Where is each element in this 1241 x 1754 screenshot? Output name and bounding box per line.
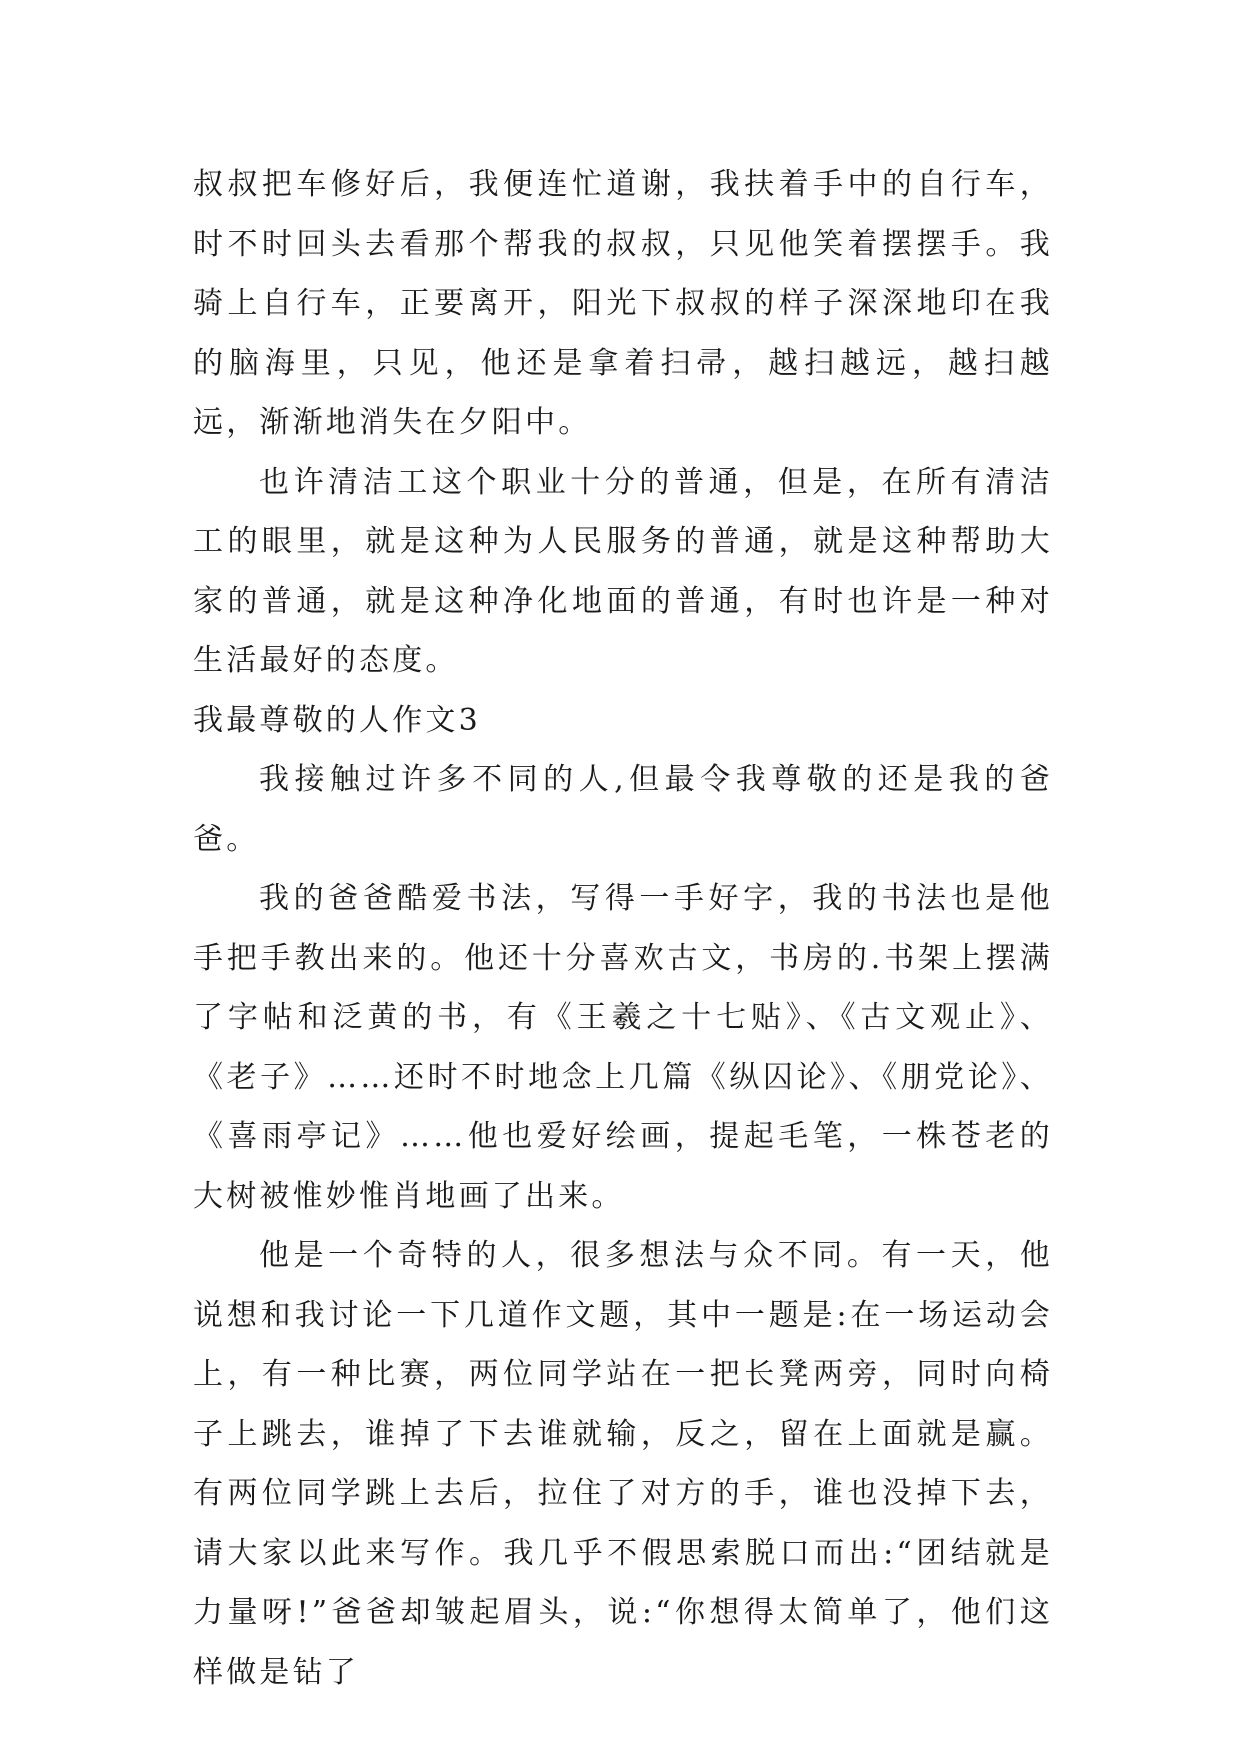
paragraph-intro-father: 我接触过许多不同的人,但最令我尊敬的还是我的爸爸。 xyxy=(193,762,1053,857)
essay-heading: 我最尊敬的人作文3 xyxy=(193,702,481,738)
paragraph-repair-bike: 叔叔把车修好后，我便连忙道谢，我扶着手中的自行车，时不时回头去看那个帮我的叔叔，只见他笑着摆摆手。我骑上自行车，正要离开，阳光下叔叔的样子深深地印在我的脑海里，只见，他还是拿着扫帚，越扫越远，越扫越远，渐渐地消失在夕阳中。 xyxy=(193,167,1053,440)
paragraph-cleaner-reflection: 也许清洁工这个职业十分的普通，但是，在所有清洁工的眼里，就是这种为人民服务的普通，就是这种帮助大家的普通，就是这种净化地面的普通，有时也许是一种对生活最好的态度。 xyxy=(193,464,1053,678)
paragraph-father-calligraphy: 我的爸爸酷爱书法，写得一手好字，我的书法也是他手把手教出来的。他还十分喜欢古文，书房的.书架上摆满了字帖和泛黄的书，有《王羲之十七贴》、《古文观止》、《老子》……还时不时地念上几篇《纵囚论》、《朋党论》、《喜雨亭记》……他也爱好绘画，提起毛笔，一株苍老的大树被惟妙惟肖地画了出来。 xyxy=(193,881,1053,1214)
document-body xyxy=(193,155,1053,1702)
paragraph-father-unique: 他是一个奇特的人，很多想法与众不同。有一天，他说想和我讨论一下几道作文题，其中一题是:在一场运动会上，有一种比赛，两位同学站在一把长凳两旁，同时向椅子上跳去，谁掉了下去谁就输，反之，留在上面就是赢。有两位同学跳上去后，拉住了对方的手，谁也没掉下去，请大家以此来写作。我几乎不假思索脱口而出:“团结就是力量呀!”爸爸却皱起眉头，说:“你想得太简单了，他们这样做是钻了 xyxy=(193,1238,1053,1690)
